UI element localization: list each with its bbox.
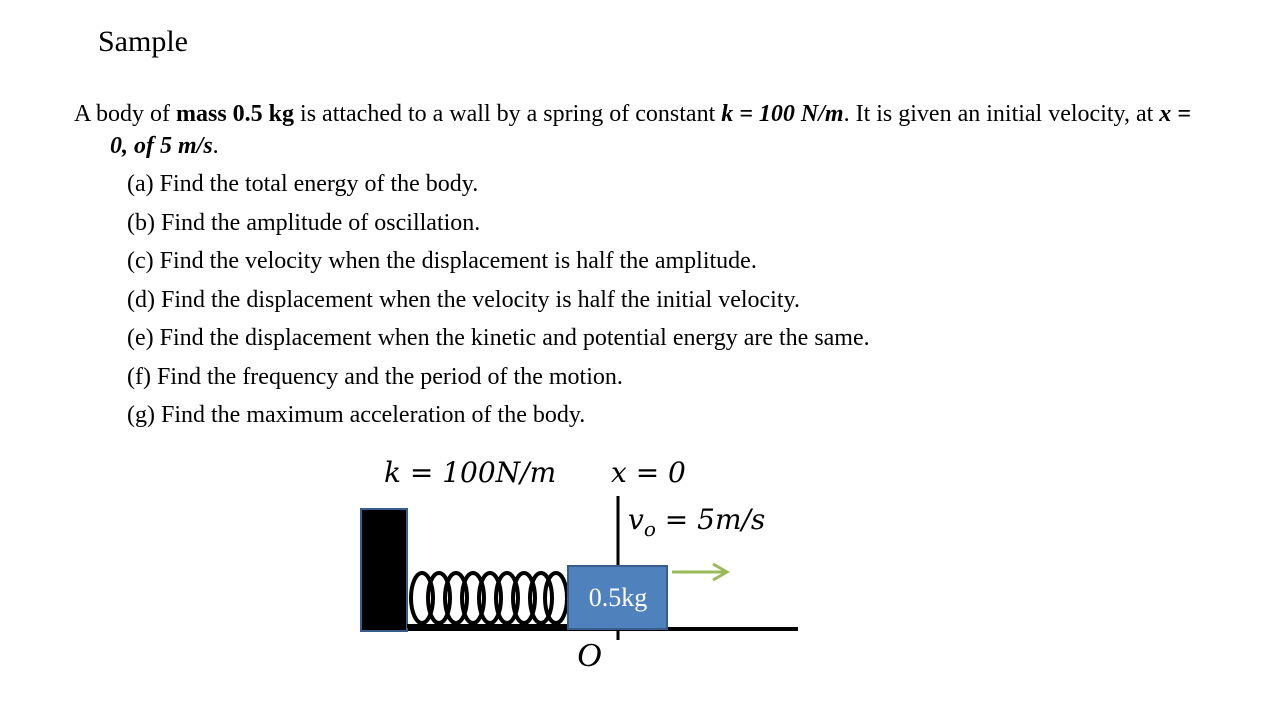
- question-d: (d) Find the displacement when the velocity is half the initial velocity.: [127, 286, 800, 313]
- mass-label: 0.5kg: [588, 583, 648, 612]
- question-g: (g) Find the maximum acceleration of the body.: [127, 402, 586, 428]
- origin-label: O: [577, 637, 602, 674]
- spring-mass-diagram: [355, 448, 815, 688]
- question-b: (b) Find the amplitude of oscillation.: [127, 209, 481, 236]
- problem-statement: [74, 98, 1204, 162]
- problem-mass: mass 0.5 kg: [176, 101, 295, 127]
- question-e: (e) Find the displacement when the kinetic and potential energy are the same.: [127, 325, 870, 351]
- question-c: (c) Find the velocity when the displacement is half the amplitude.: [127, 248, 757, 274]
- equilibrium-label: x = 0: [611, 456, 686, 489]
- slide-title: Sample: [98, 25, 188, 58]
- problem-spring-constant: k = 100 N/m: [721, 101, 844, 127]
- problem-text-3: . It is given an initial velocity, at: [843, 101, 1160, 127]
- wall: [361, 509, 407, 631]
- spring: [407, 573, 568, 626]
- question-f: (f) Find the frequency and the period of the motion.: [127, 363, 623, 390]
- problem-initial-velocity: x = 0, of 5 m/s: [110, 101, 1191, 159]
- problem-text: [74, 98, 1204, 162]
- question-list: [127, 167, 870, 437]
- spring-constant-label: k = 100N/m: [384, 456, 557, 489]
- velocity-arrow-icon: [672, 564, 727, 580]
- question-a: (a) Find the total energy of the body.: [127, 171, 479, 197]
- problem-text-2: is attached to a wall by a spring of constant: [294, 101, 722, 127]
- problem-text-1: A body of: [74, 101, 176, 127]
- problem-text-4: .: [212, 133, 219, 159]
- velocity-label: $v_o = 5m/s$: [628, 503, 766, 541]
